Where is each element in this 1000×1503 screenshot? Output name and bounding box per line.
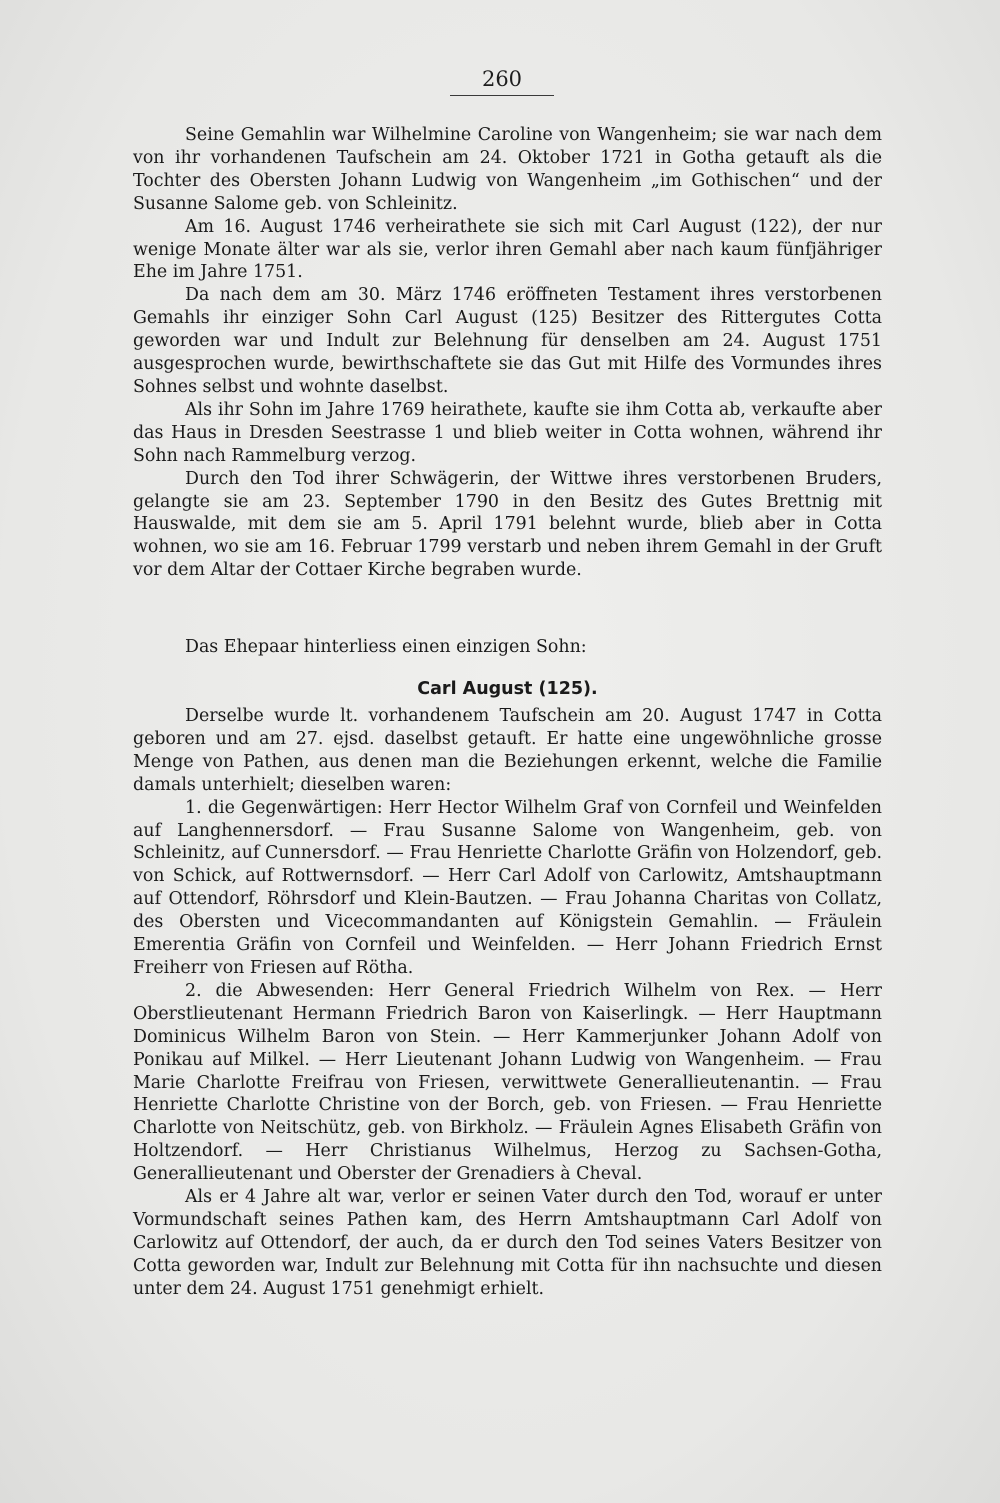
page-number: 260 <box>481 67 523 91</box>
page-number-rule <box>450 95 554 96</box>
paragraph: Da nach dem am 30. März 1746 eröffneten Testament ihres verstorbenen Gemahls ihr einziger Sohn Carl August (125) Besitzer des Rittergutes Cotta geworden war und Indult zur Belehnung für denselben am 24. August 1751 ausgesprochen wurde, bewirthschaftete sie das Gut mit Hilfe des Vormundes ihres Sohnes selbst und wohnte daselbst. <box>133 285 882 397</box>
paragraph: Durch den Tod ihrer Schwägerin, der Wittwe ihres verstorbenen Bruders, gelangte sie am 23. September 1790 in den Besitz des Gutes Brettnig mit Hauswalde, mit dem sie am 5. April 1791 belehnt wurde, blieb aber in Cotta wohnen, wo sie am 16. Februar 1799 verstarb und neben ihrem Gemahl in der Gruft vor dem Altar der Cottaer Kirche begraben wurde. <box>133 468 882 581</box>
paragraph: Als er 4 Jahre alt war, verlor er seinen Vater durch den Tod, worauf er unter Vormundschaft seines Pathen kam, des Herrn Amtshauptmann Carl Adolf von Carlowitz auf Ottendorf, der auch, da er durch den Tod seines Vaters Besitzer von Cotta geworden war, Indult zur Belehnung mit Cotta für ihn nachsuchte und diesen unter dem 24. August 1751 genehmigt erhielt. <box>133 1187 882 1299</box>
intro-sentence: Das Ehepaar hinterliess einen einzigen Sohn: <box>185 637 587 657</box>
paragraph: Am 16. August 1746 verheirathete sie sich mit Carl August (122), der nur wenige Monate älter war als sie, verlor ihren Gemahl aber nach kaum fünfjähriger Ehe im Jahre 1751. <box>133 216 882 283</box>
paragraph: Als ihr Sohn im Jahre 1769 heirathete, kaufte sie ihm Cotta ab, verkaufte aber das Haus in Dresden Seestrasse 1 und blieb weiter in Cotta wohnen, während ihr Sohn nach Rammelburg verzog. <box>133 399 882 466</box>
paragraph: 1. die Gegenwärtigen: Herr Hector Wilhelm Graf von Cornfeil und Weinfelden auf Langhennersdorf. — Frau Susanne Salome von Wangenheim, geb. von Schleinitz, auf Cunnersdorf. — Frau Henriette Charlotte Gräfin von Holzendorf, geb. von Schick, auf Rottwernsdorf. — Herr Carl Adolf von Carlowitz, Amtshauptmann auf Ottendorf, Röhrsdorf und Klein-Bautzen. — Frau Johanna Charitas von Collatz, des Obersten und Vicecommandanten auf Königstein Gemahlin. — Fräulein Emerentia Gräfin von Cornfeil und Weinfelden. — Herr Johann Friedrich Ernst Freiherr von Friesen auf Rötha. <box>133 797 882 978</box>
section-wilhelmine <box>133 124 882 582</box>
section-heading: Carl August (125). <box>417 679 598 699</box>
paragraph: Seine Gemahlin war Wilhelmine Caroline von Wangenheim; sie war nach dem von ihr vorhandenen Taufschein am 24. Oktober 1721 in Gotha getauft als die Tochter des Obersten Johann Ludwig von Wangenheim „im Gothischen“ und der Susanne Salome geb. von Schleinitz. <box>133 125 882 214</box>
paragraph: 2. die Abwesenden: Herr General Friedrich Wilhelm von Rex. — Herr Oberstlieutenant Hermann Friedrich Baron von Kaiserlingk. — Herr Hauptmann Dominicus Wilhelm Baron von Stein. — Herr Kammerjunker Johann Adolf von Ponikau auf Milkel. — Herr Lieutenant Johann Ludwig von Wangenheim. — Frau Marie Charlotte Freifrau von Friesen, verwittwete Generallieutenantin. — Frau Henriette Charlotte Christine von der Borch, geb. von Friesen. — Frau Henriette Charlotte von Neitschütz, geb. von Birkholz. — Fräulein Agnes Elisabeth Gräfin von Holtzendorf. — Herr Christianus Wilhelmus, Herzog zu Sachsen-Gotha, Generallieutenant und Oberster der Grenadiers à Cheval. <box>133 980 882 1185</box>
section-carl-august <box>133 705 882 1301</box>
paragraph: Derselbe wurde lt. vorhandenem Taufschein am 20. August 1747 in Cotta geboren und am 27. ejsd. daselbst getauft. Er hatte eine ungewöhnliche grosse Menge von Pathen, aus denen man die Beziehungen erkennt, welche die Familie damals unterhielt; dieselben waren: <box>133 706 882 795</box>
